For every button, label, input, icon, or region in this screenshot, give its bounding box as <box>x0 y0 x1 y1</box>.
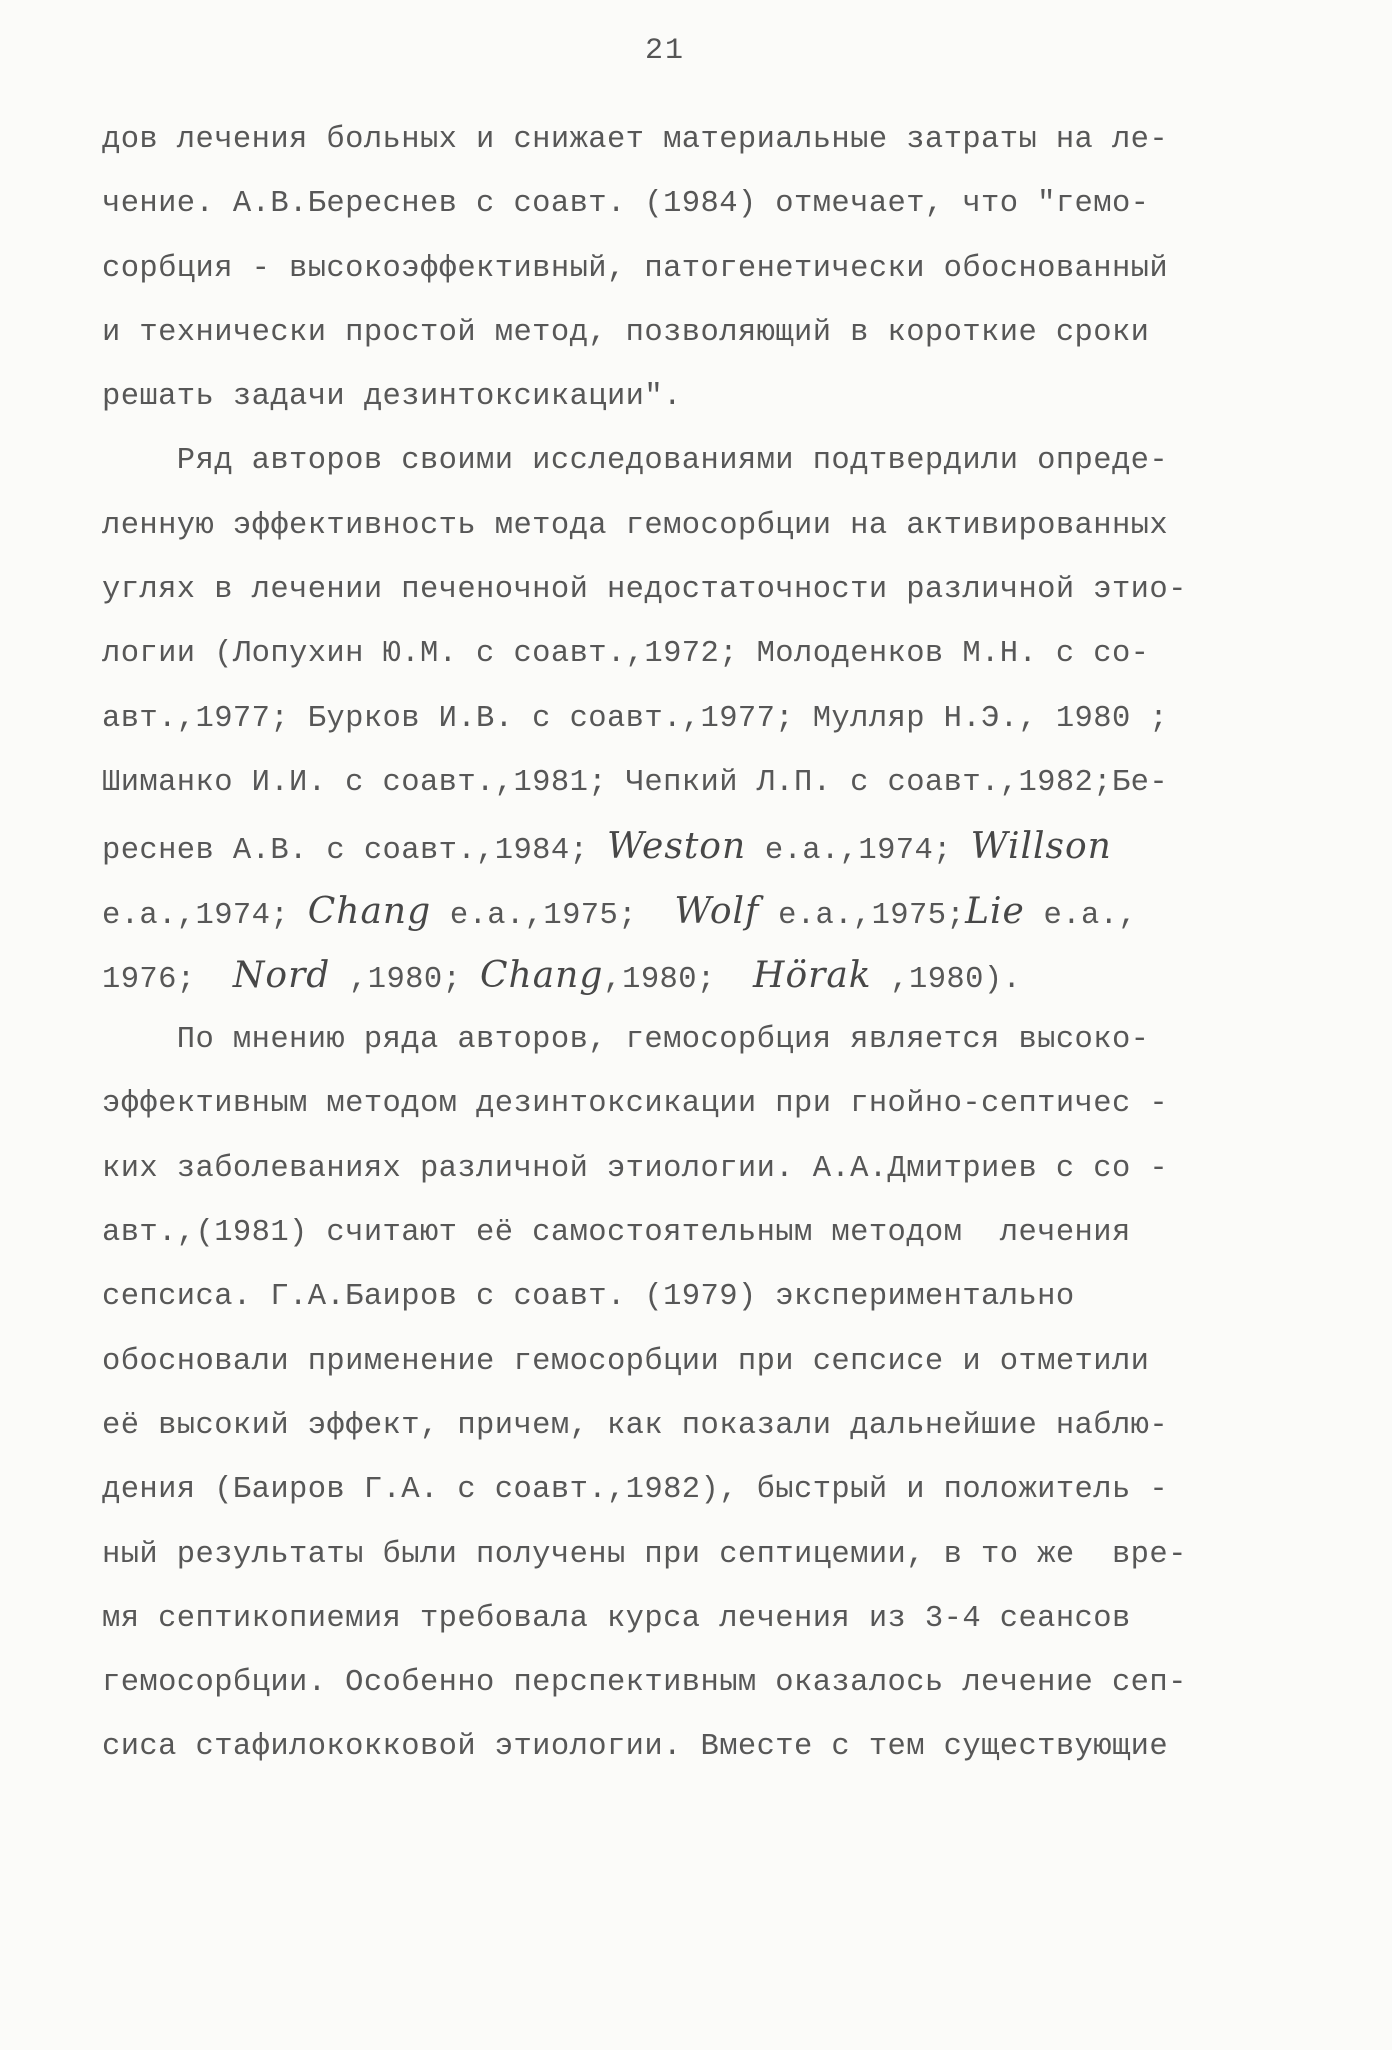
handwritten-author: Nord <box>232 954 331 996</box>
handwritten-author: Hörak <box>753 954 872 996</box>
text-line-17: ких заболеваниях различной этиологии. А.А.Дмитриев с со - <box>102 1151 1169 1186</box>
page-number: 21 <box>644 34 685 68</box>
body-text <box>102 108 1252 1780</box>
text-line-5: решать задачи дезинтоксикации". <box>102 380 682 415</box>
text-line-16: эффективным методом дезинтоксикации при гнойно-септичес - <box>102 1087 1169 1122</box>
text-line-23: ный результаты были получены при септицемии, в то же вре- <box>102 1537 1187 1572</box>
text-line-1: дов лечения больных и снижает материальные затраты на ле- <box>102 123 1169 157</box>
text-line-24: мя септикопиемия требовала курса лечения из 3-4 сеансов <box>102 1601 1131 1636</box>
text-line-21: её высокий эффект, причем, как показали дальнейшие наблю- <box>102 1408 1169 1443</box>
text-line-12 <box>102 815 1252 879</box>
text-line-14 <box>102 944 1252 1008</box>
text-line-19: сепсиса. Г.А.Баиров с соавт. (1979) экспериментально <box>102 1280 1075 1315</box>
typed-segment: е.а.,1974; <box>102 898 290 933</box>
text-line-20: обосновали применение гемосорбции при сепсисе и отметили <box>102 1344 1150 1379</box>
text-line-13 <box>102 880 1252 944</box>
handwritten-author: Lie <box>965 890 1025 932</box>
text-line-10: авт.,1977; Бурков И.В. с соавт.,1977; Мулляр Н.Э., 1980 ; <box>102 701 1169 736</box>
handwritten-author: Weston <box>606 826 747 868</box>
text-line-22: дения (Баиров Г.А. с соавт.,1982), быстрый и положитель - <box>102 1473 1169 1508</box>
text-line-18: авт.,(1981) считают её самостоятельным методом лечения <box>102 1216 1131 1251</box>
text-line-9: логии (Лопухин Ю.М. с соавт.,1972; Молоденков М.Н. с со- <box>102 637 1150 672</box>
typed-segment: ,1980; <box>603 962 754 997</box>
typed-segment: е.а.,1975; <box>431 898 675 933</box>
typed-segment: е.а., <box>1024 898 1138 933</box>
typed-segment: ,1980; <box>330 962 480 997</box>
handwritten-author: Wolf <box>674 890 760 932</box>
text-line-26: сиса стафилококковой этиологии. Вместе с тем существующие <box>102 1730 1169 1765</box>
text-line-4: и технически простой метод, позволяющий в короткие сроки <box>102 315 1150 350</box>
paragraph-3-line-1: По мнению ряда авторов, гемосорбция является высоко- <box>102 1023 1150 1058</box>
handwritten-author: Willson <box>970 826 1112 868</box>
text-line-8: углях в лечении печеночной недостаточности различной этио- <box>102 573 1187 608</box>
typed-segment: 1976; <box>102 962 196 997</box>
text-line-2: чение. А.В.Береснев с соавт. (1984) отмечает, что "гемо- <box>102 187 1150 222</box>
text-line-11: Шиманко И.И. с соавт.,1981; Чепкий Л.П. с соавт.,1982;Бе- <box>102 765 1169 800</box>
typed-segment: е.а.,1974; <box>746 834 971 869</box>
text-line-3: сорбция - высокоэффективный, патогенетически обоснованный <box>102 251 1169 286</box>
text-line-25: гемосорбции. Особенно перспективным оказалось лечение сеп- <box>102 1666 1187 1701</box>
typed-segment: ,1980). <box>871 962 1022 997</box>
text-line-7: ленную эффективность метода гемосорбции на активированных <box>102 508 1169 543</box>
handwritten-author: Chang <box>307 890 432 932</box>
typed-segment: е.а.,1975; <box>759 898 966 933</box>
handwritten-author: Chang <box>479 954 604 996</box>
paragraph-2-line-1: Ряд авторов своими исследованиями подтвердили опреде- <box>102 444 1169 479</box>
typed-segment: реснев А.В. с соавт.,1984; <box>102 834 589 869</box>
